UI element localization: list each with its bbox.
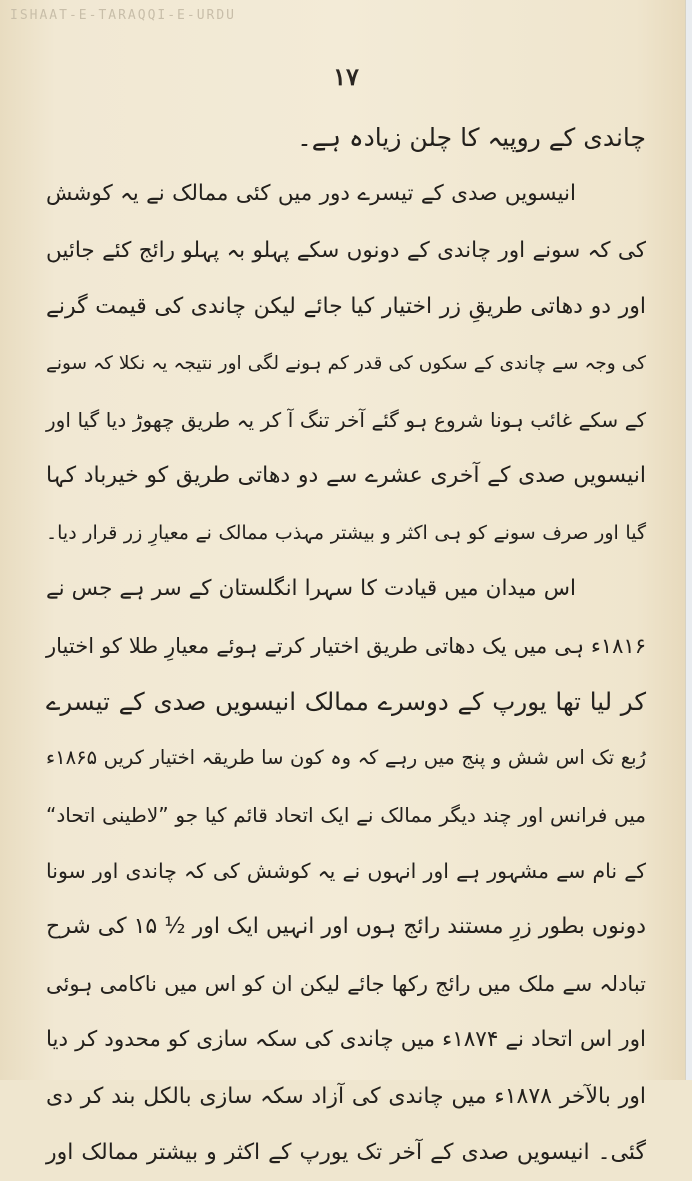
text-line: کی کہ سونے اور چاندی کے دونوں سکے پہلو بہ پہلو رائج کئے جائیں xyxy=(46,237,646,263)
text-line: اور دو دھاتی طریقِ زر اختیار کیا جائے لیکن چاندی کی قیمت گرنے xyxy=(46,294,646,320)
text-line: کے سکے غائب ہونا شروع ہو گئے آخر تنگ آ کر یہ طریق چھوڑ دیا گیا اور xyxy=(46,407,646,432)
text-line: چاندی کے روپیہ کا چلن زیادہ ہے۔ xyxy=(297,123,646,152)
text-line: تبادلہ سے ملک میں رائج رکھا جائے لیکن ان کو اس میں ناکامی ہوئی xyxy=(46,971,646,996)
text-line: انیسویں صدی کے تیسرے دور میں کئی ممالک نے یہ کوشش xyxy=(46,181,576,207)
text-line: انیسویں صدی کے آخری عشرے سے دو دھاتی طریق کو خیرباد کہا xyxy=(46,463,646,489)
text-line: میں فرانس اور چند دیگر ممالک نے ایک اتحاد قائم کیا جو ”لاطینی اتحاد“ xyxy=(46,802,646,827)
text-line: رُبع تک اس شش و پنج میں رہے کہ وہ کون سا طریقہ اختیار کریں ۱۸۶۵ء xyxy=(46,746,646,770)
text-line: اور اس اتحاد نے ۱۸۷۴ء میں چاندی کی سکہ سازی کو محدود کر دیا xyxy=(46,1027,646,1053)
text-line: گیا اور صرف سونے کو ہی اکثر و بیشتر مہذب ممالک نے معیارِ زر قرار دیا۔ xyxy=(46,521,646,544)
text-line: دونوں بطور زرِ مستند رائج ہوں اور انہیں ایک اور ½ ۱۵ کی شرح xyxy=(46,914,646,940)
text-line: کے نام سے مشہور ہے اور انہوں نے یہ کوشش کی کہ چاندی اور سونا xyxy=(46,859,646,884)
library-watermark: ISHAAT-E-TARAQQI-E-URDU xyxy=(10,8,237,23)
text-line: کر لیا تھا یورپ کے دوسرے ممالک انیسویں صدی کے تیسرے xyxy=(46,686,646,716)
body-text xyxy=(46,110,646,1181)
text-line: اس میدان میں قیادت کا سہرا انگلستان کے سر ہے جس نے xyxy=(46,576,576,602)
page-edge xyxy=(685,0,692,1080)
text-line: ۱۸۱۶ء ہی میں یک دھاتی طریق اختیار کرتے ہوئے معیارِ طلا کو اختیار xyxy=(46,633,646,658)
text-line: اور بالآخر ۱۸۷۸ء میں چاندی کی آزاد سکہ سازی بالکل بند کر دی xyxy=(46,1083,646,1109)
page-number: ۱۷ xyxy=(333,62,359,91)
text-line: گئی۔ انیسویں صدی کے آخر تک یورپ کے اکثر و بیشتر ممالک اور xyxy=(46,1140,646,1166)
text-line: کی وجہ سے چاندی کے سکوں کی قدر کم ہونے لگی اور نتیجہ یہ نکلا کہ سونے xyxy=(46,352,646,374)
